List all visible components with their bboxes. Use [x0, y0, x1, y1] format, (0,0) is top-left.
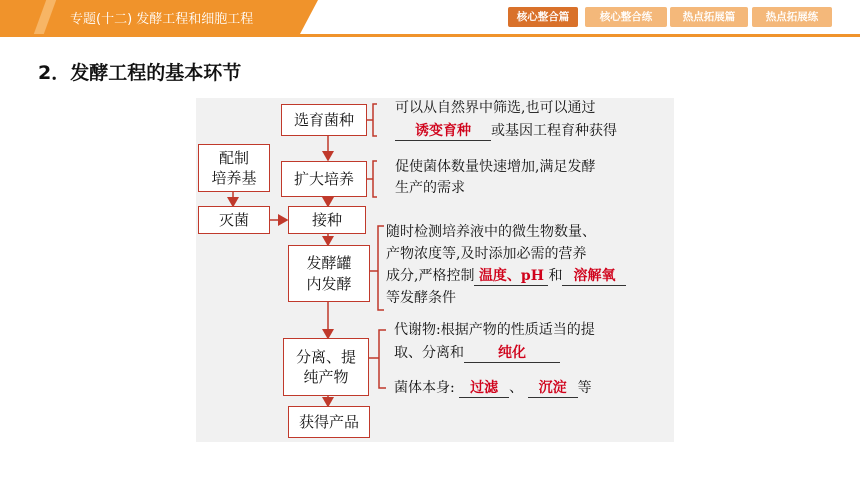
- box-sterilize: 灭菌: [198, 206, 270, 234]
- box-separate-purify: 分离、提 纯产物: [283, 338, 369, 396]
- note-ferment-line2: 产物浓度等,及时添加必需的营养: [386, 246, 587, 262]
- note-cell-line: [394, 378, 592, 399]
- box-prepare-medium: 配制 培养基: [198, 144, 270, 192]
- note-expand-line2: 生产的需求: [395, 180, 465, 196]
- note-select-line1: 可以从自然界中筛选,也可以通过: [395, 100, 596, 116]
- note-cell-sep: 、: [509, 380, 524, 396]
- note-select-line2: [395, 121, 617, 142]
- answer-filtration: 过滤: [459, 379, 509, 398]
- nav-hotspot-practice[interactable]: 热点拓展练: [752, 7, 832, 27]
- note-ferment-prefix: 成分,严格控制: [386, 268, 475, 284]
- box-select-strain: 选育菌种: [281, 104, 367, 136]
- note-ferment-line3: [386, 266, 626, 287]
- note-metabolite-line1: 代谢物:根据产物的性质适当的提: [394, 322, 595, 338]
- answer-dissolved-oxygen: 溶解氧: [562, 267, 626, 286]
- section-title: 2．发酵工程的基本环节: [38, 62, 242, 84]
- answer-sedimentation: 沉淀: [528, 379, 578, 398]
- note-cell-prefix: 菌体本身:: [394, 380, 455, 396]
- box-obtain-product: 获得产品: [288, 406, 370, 438]
- note-metabolite-prefix: 取、分离和: [394, 345, 464, 361]
- note-ferment-line1: 随时检测培养液中的微生物数量、: [386, 224, 596, 240]
- box-tank-fermentation: 发酵罐 内发酵: [288, 245, 370, 302]
- topic-title: 专题(十二) 发酵工程和细胞工程: [70, 12, 254, 27]
- note-metabolite-line2: [394, 343, 560, 364]
- nav-core-integration[interactable]: 核心整合篇: [508, 7, 578, 27]
- note-ferment-line4: 等发酵条件: [386, 290, 456, 306]
- nav-core-practice[interactable]: 核心整合练: [585, 7, 667, 27]
- box-expand-culture: 扩大培养: [281, 161, 367, 197]
- note-cell-suffix: 等: [577, 380, 592, 396]
- answer-purification: 纯化: [464, 344, 560, 363]
- note-select-suffix: 或基因工程育种获得: [491, 123, 617, 139]
- box-inoculate: 接种: [288, 206, 366, 234]
- answer-temperature-ph: 温度、pH: [474, 267, 548, 286]
- note-ferment-and: 和: [548, 268, 563, 284]
- note-expand-line1: 促使菌体数量快速增加,满足发酵: [395, 159, 596, 175]
- nav-hotspot-expansion[interactable]: 热点拓展篇: [670, 7, 748, 27]
- answer-mutation-breeding: 诱变育种: [395, 122, 491, 141]
